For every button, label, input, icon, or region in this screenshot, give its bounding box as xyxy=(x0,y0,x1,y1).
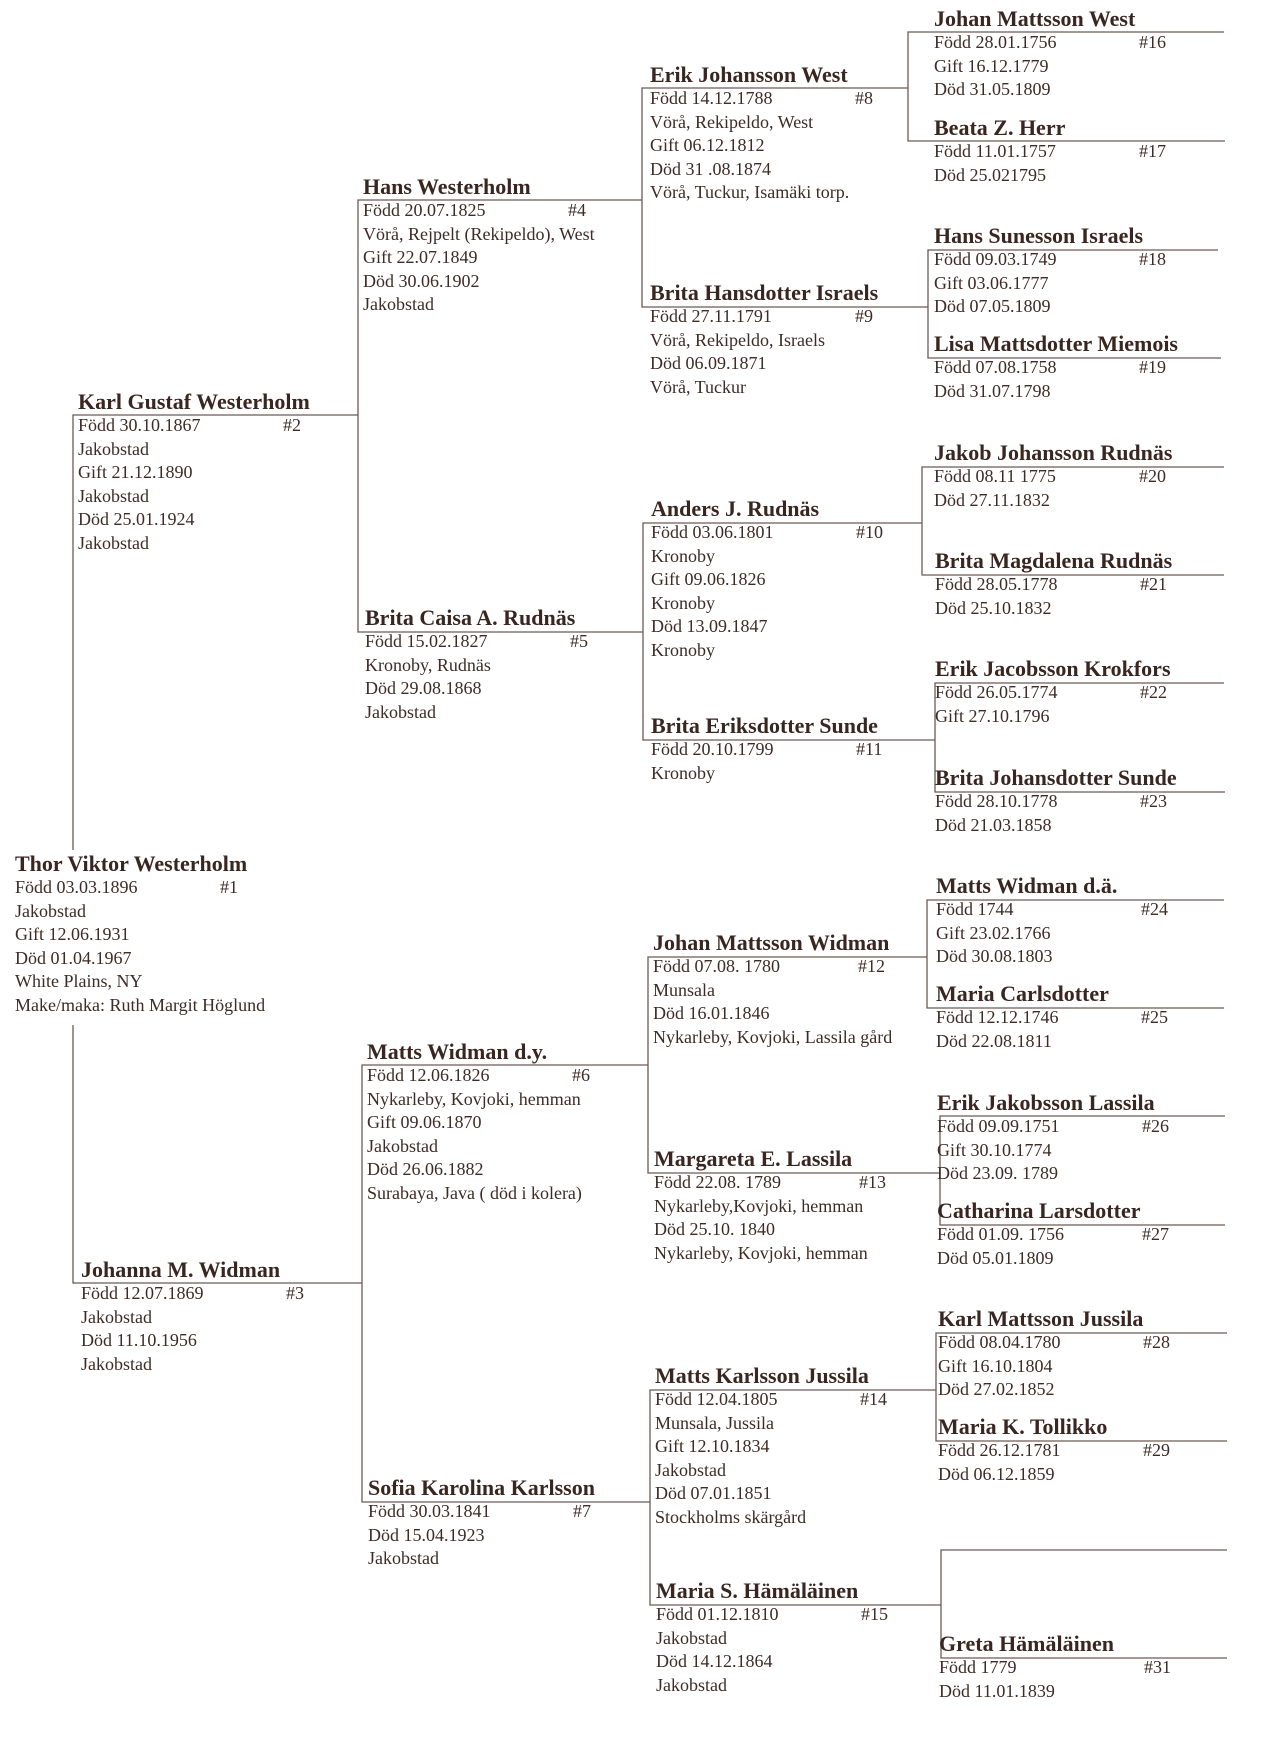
marriage-info: Gift 03.06.1777 xyxy=(934,272,1049,293)
birth-place: Vörå, Rejpelt (Rekipeldo), West xyxy=(363,223,595,244)
death-info: Död 25.021795 xyxy=(934,164,1046,185)
person-31 xyxy=(939,1631,1171,1703)
birth-info: Född 03.06.1801 xyxy=(651,522,774,542)
marriage-info: Gift 27.10.1796 xyxy=(935,705,1050,726)
marriage-info: Gift 22.07.1849 xyxy=(363,247,478,267)
death-place: Nykarleby, Kovjoki, hemman xyxy=(654,1242,868,1263)
birth-info: Född 07.08. 1780 xyxy=(653,956,781,976)
death-info: Död 31 .08.1874 xyxy=(650,158,771,179)
death-place: Nykarleby, Kovjoki, Lassila gård xyxy=(653,1026,893,1047)
death-place: Stockholms skärgård xyxy=(655,1506,807,1527)
marriage-info: Gift 06.12.1812 xyxy=(650,135,765,155)
person-7 xyxy=(368,1476,595,1571)
birth-info: Född 14.12.1788 xyxy=(650,88,773,108)
person-2 xyxy=(78,390,310,555)
marriage-info: Gift 12.06.1931 xyxy=(15,924,130,944)
death-place: Jakobstad xyxy=(78,532,149,553)
birth-info: Född 30.03.1841 xyxy=(368,1501,491,1521)
birth-info: Född 20.07.1825 xyxy=(363,200,486,220)
death-info: Död 11.10.1956 xyxy=(81,1330,197,1350)
person-10 xyxy=(651,496,883,662)
birth-info: Född 26.12.1781 xyxy=(938,1440,1061,1460)
ahnentafel-number: #25 xyxy=(1141,1007,1168,1027)
birth-info: Född 15.02.1827 xyxy=(365,631,488,651)
person-name: Matts Karlsson Jussila xyxy=(655,1363,869,1388)
person-name: Erik Johansson West xyxy=(650,62,848,87)
person-17 xyxy=(934,115,1166,187)
birth-info: Född 28.05.1778 xyxy=(935,574,1058,594)
person-name: Brita Hansdotter Israels xyxy=(650,280,879,305)
birth-place: Kronoby, Rudnäs xyxy=(365,654,491,675)
ahnentafel-number: #7 xyxy=(573,1501,591,1521)
ahnentafel-number: #22 xyxy=(1140,682,1167,702)
connector-15-30 xyxy=(941,1550,1227,1605)
person-29 xyxy=(938,1414,1170,1486)
death-place: Kronoby xyxy=(651,639,715,660)
spouse-info: Make/maka: Ruth Margit Höglund xyxy=(15,994,266,1015)
death-info: Död 30.08.1803 xyxy=(936,946,1053,966)
person-14 xyxy=(655,1363,887,1529)
person-16 xyxy=(934,6,1166,102)
ahnentafel-number: #11 xyxy=(856,739,883,759)
ahnentafel-number: #31 xyxy=(1144,1657,1171,1677)
person-name: Johan Mattsson West xyxy=(934,6,1136,31)
person-name: Brita Johansdotter Sunde xyxy=(935,765,1177,790)
person-name: Sofia Karolina Karlsson xyxy=(368,1475,595,1500)
person-name: Karl Mattsson Jussila xyxy=(938,1306,1144,1331)
birth-info: Född 09.09.1751 xyxy=(937,1116,1060,1136)
death-info: Död 01.04.1967 xyxy=(15,947,132,968)
death-place: Jakobstad xyxy=(363,294,434,314)
death-info: Död 31.05.1809 xyxy=(934,79,1051,99)
marriage-info: Gift 23.02.1766 xyxy=(936,922,1051,943)
birth-place: Kronoby xyxy=(651,762,715,783)
birth-place: Jakobstad xyxy=(15,900,86,921)
marriage-place: Jakobstad xyxy=(78,485,149,506)
ahnentafel-number: #28 xyxy=(1143,1332,1170,1352)
death-info: Död 25.10. 1840 xyxy=(654,1219,775,1239)
ahnentafel-number: #12 xyxy=(858,956,885,976)
ahnentafel-number: #15 xyxy=(861,1604,888,1624)
person-22 xyxy=(935,657,1171,728)
birth-info: Född 01.09. 1756 xyxy=(937,1224,1065,1244)
death-place: White Plains, NY xyxy=(15,971,143,991)
ahnentafel-number: #27 xyxy=(1142,1224,1169,1244)
ahnentafel-number: #19 xyxy=(1139,357,1166,377)
ahnentafel-number: #20 xyxy=(1139,466,1166,486)
death-info: Död 25.01.1924 xyxy=(78,509,195,529)
ahnentafel-number: #29 xyxy=(1143,1440,1170,1460)
person-name: Maria S. Hämäläinen xyxy=(656,1578,859,1603)
connector-2-5 xyxy=(358,415,643,632)
death-info: Död 06.12.1859 xyxy=(938,1463,1055,1484)
death-info: Död 14.12.1864 xyxy=(656,1651,773,1671)
death-info: Död 11.01.1839 xyxy=(939,1680,1055,1701)
death-info: Död 21.03.1858 xyxy=(935,814,1052,835)
marriage-info: Gift 12.10.1834 xyxy=(655,1436,770,1456)
death-info: Död 06.09.1871 xyxy=(650,353,767,373)
death-place: Jakobstad xyxy=(656,1674,727,1695)
person-27 xyxy=(937,1198,1169,1270)
birth-place: Jakobstad xyxy=(78,438,149,459)
death-info: Död 29.08.1868 xyxy=(365,678,482,698)
person-name: Jakob Johansson Rudnäs xyxy=(934,440,1173,465)
ahnentafel-number: #6 xyxy=(572,1065,590,1085)
birth-place: Jakobstad xyxy=(656,1627,727,1648)
person-12 xyxy=(653,931,892,1049)
person-9 xyxy=(650,281,878,399)
ahnentafel-number: #3 xyxy=(286,1283,304,1303)
ahnentafel-number: #2 xyxy=(283,415,301,435)
birth-info: Född 1779 xyxy=(939,1657,1017,1677)
birth-info: Född 07.08.1758 xyxy=(934,357,1057,377)
birth-info: Född 26.05.1774 xyxy=(935,682,1058,702)
person-name: Matts Widman d.ä. xyxy=(936,873,1118,898)
ahnentafel-number: #10 xyxy=(856,522,883,542)
death-place: Jakobstad xyxy=(365,701,436,722)
death-place: Jakobstad xyxy=(368,1548,439,1568)
birth-info: Född 22.08. 1789 xyxy=(654,1172,782,1192)
marriage-place: Jakobstad xyxy=(367,1135,438,1156)
ahnentafel-number: #16 xyxy=(1139,32,1166,52)
person-name: Anders J. Rudnäs xyxy=(651,496,820,521)
marriage-info: Gift 30.10.1774 xyxy=(937,1139,1052,1160)
person-name: Brita Caisa A. Rudnäs xyxy=(365,605,576,630)
ahnentafel-number: #21 xyxy=(1140,574,1167,594)
birth-info: Född 08.11 1775 xyxy=(934,466,1056,486)
birth-info: Född 12.12.1746 xyxy=(936,1007,1059,1027)
birth-info: Född 12.06.1826 xyxy=(367,1065,490,1085)
person-name: Maria Carlsdotter xyxy=(936,981,1109,1006)
person-4 xyxy=(363,175,595,317)
birth-info: Född 09.03.1749 xyxy=(934,249,1057,269)
person-19 xyxy=(934,332,1178,403)
marriage-info: Gift 21.12.1890 xyxy=(78,462,193,482)
marriage-info: Gift 09.06.1870 xyxy=(367,1112,482,1132)
death-info: Död 15.04.1923 xyxy=(368,1524,485,1545)
ahnentafel-number: #23 xyxy=(1140,791,1167,811)
death-info: Död 30.06.1902 xyxy=(363,270,480,291)
ahnentafel-number: #14 xyxy=(860,1389,887,1409)
death-info: Död 13.09.1847 xyxy=(651,616,768,636)
death-info: Död 27.11.1832 xyxy=(934,489,1050,510)
person-21 xyxy=(935,549,1172,620)
person-name: Johanna M. Widman xyxy=(81,1257,281,1282)
death-info: Död 27.02.1852 xyxy=(938,1379,1055,1399)
death-info: Död 23.09. 1789 xyxy=(937,1163,1058,1183)
birth-place: Munsala xyxy=(653,979,715,1000)
death-info: Död 07.05.1809 xyxy=(934,296,1051,316)
birth-info: Född 20.10.1799 xyxy=(651,739,774,759)
person-name: Hans Westerholm xyxy=(363,174,531,199)
person-name: Catharina Larsdotter xyxy=(937,1198,1141,1223)
birth-info: Född 08.04.1780 xyxy=(938,1332,1061,1352)
birth-info: Född 30.10.1867 xyxy=(78,415,201,435)
person-24 xyxy=(936,873,1168,969)
death-place: Vörå, Tuckur xyxy=(650,376,747,397)
ahnentafel-number: #18 xyxy=(1139,249,1166,269)
person-18 xyxy=(934,223,1166,319)
birth-place: Jakobstad xyxy=(81,1306,152,1327)
ahnentafel-number: #24 xyxy=(1141,899,1168,919)
person-6 xyxy=(367,1039,590,1205)
birth-place: Vörå, Rekipeldo, West xyxy=(650,111,814,132)
death-place: Surabaya, Java ( död i kolera) xyxy=(367,1182,582,1203)
person-name: Beata Z. Herr xyxy=(934,115,1066,140)
person-28 xyxy=(938,1306,1170,1402)
birth-place: Kronoby xyxy=(651,545,715,566)
person-name: Greta Hämäläinen xyxy=(939,1631,1114,1656)
birth-info: Född 12.04.1805 xyxy=(655,1389,778,1409)
birth-info: Född 28.10.1778 xyxy=(935,791,1058,811)
person-name: Thor Viktor Westerholm xyxy=(15,851,248,876)
person-1 xyxy=(15,852,265,1017)
death-place: Jakobstad xyxy=(81,1353,152,1374)
birth-place: Nykarleby, Kovjoki, hemman xyxy=(367,1088,581,1109)
person-3 xyxy=(81,1257,304,1376)
person-name: Maria K. Tollikko xyxy=(938,1414,1108,1439)
birth-info: Född 27.11.1791 xyxy=(650,306,772,326)
connector-3-7 xyxy=(362,1283,650,1502)
person-name: Brita Eriksdotter Sunde xyxy=(651,713,878,738)
death-info: Död 25.10.1832 xyxy=(935,597,1052,618)
marriage-info: Gift 16.12.1779 xyxy=(934,55,1049,76)
ahnentafel-number: #5 xyxy=(570,631,588,651)
person-name: Karl Gustaf Westerholm xyxy=(78,389,310,414)
birth-place: Munsala, Jussila xyxy=(655,1412,774,1433)
marriage-place: Jakobstad xyxy=(655,1459,726,1480)
birth-info: Född 28.01.1756 xyxy=(934,32,1057,52)
birth-info: Född 01.12.1810 xyxy=(656,1604,779,1624)
person-15 xyxy=(656,1578,888,1697)
birth-info: Född 11.01.1757 xyxy=(934,141,1056,161)
birth-info: Född 12.07.1869 xyxy=(81,1283,204,1303)
death-info: Död 16.01.1846 xyxy=(653,1003,770,1023)
person-name: Hans Sunesson Israels xyxy=(934,223,1144,248)
marriage-place: Kronoby xyxy=(651,592,715,613)
birth-place: Vörå, Rekipeldo, Israels xyxy=(650,329,825,350)
ahnentafel-number: #4 xyxy=(568,200,586,220)
ahnentafel-number: #9 xyxy=(855,306,873,326)
person-25 xyxy=(936,981,1168,1053)
person-name: Lisa Mattsdotter Miemois xyxy=(934,331,1178,356)
ahnentafel-number: #13 xyxy=(859,1172,886,1192)
person-name: Brita Magdalena Rudnäs xyxy=(935,548,1173,573)
birth-info: Född 1744 xyxy=(936,899,1014,919)
ahnentafel-number: #17 xyxy=(1139,141,1166,161)
person-23 xyxy=(935,766,1177,837)
person-11 xyxy=(651,713,883,785)
marriage-info: Gift 09.06.1826 xyxy=(651,569,766,589)
death-info: Död 05.01.1809 xyxy=(937,1247,1054,1268)
ahnentafel-number: #26 xyxy=(1142,1116,1169,1136)
death-info: Död 26.06.1882 xyxy=(367,1159,484,1179)
person-13 xyxy=(654,1146,886,1265)
person-8 xyxy=(650,62,873,205)
ahnentafel-number: #8 xyxy=(855,88,873,108)
marriage-info: Gift 16.10.1804 xyxy=(938,1355,1053,1376)
birth-info: Född 03.03.1896 xyxy=(15,877,138,897)
person-name: Margareta E. Lassila xyxy=(654,1146,853,1171)
person-name: Erik Jakobsson Lassila xyxy=(937,1090,1155,1115)
person-name: Erik Jacobsson Krokfors xyxy=(935,656,1171,681)
person-name: Matts Widman d.y. xyxy=(367,1039,548,1064)
person-20 xyxy=(934,441,1172,512)
death-info: Död 22.08.1811 xyxy=(936,1030,1052,1051)
person-5 xyxy=(365,605,588,724)
death-place: Vörå, Tuckur, Isamäki torp. xyxy=(650,182,850,202)
person-name: Johan Mattsson Widman xyxy=(653,930,890,955)
birth-place: Nykarleby,Kovjoki, hemman xyxy=(654,1195,864,1216)
connector-1-3 xyxy=(73,1025,362,1283)
death-info: Död 31.07.1798 xyxy=(934,380,1051,401)
ahnentafel-number: #1 xyxy=(220,877,238,897)
death-info: Död 07.01.1851 xyxy=(655,1483,772,1503)
person-26 xyxy=(937,1090,1169,1186)
